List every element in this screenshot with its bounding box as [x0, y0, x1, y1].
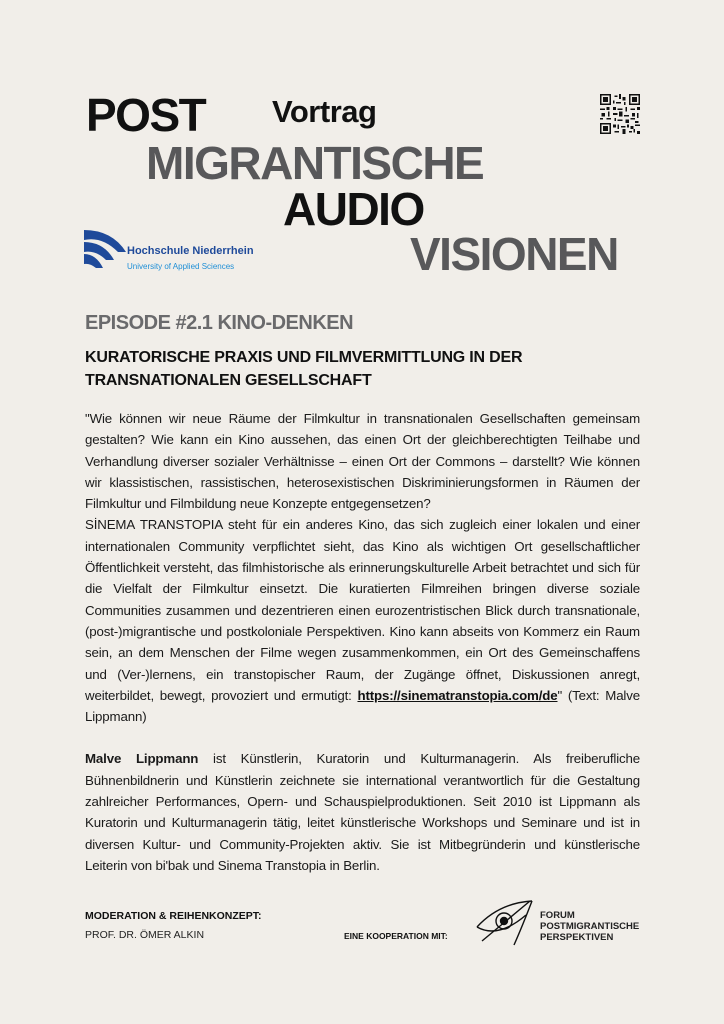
paragraph-transtopia-text: SİNEMA TRANSTOPIA steht für ein anderes Kino, das sich zugleich einer lokalen und einer internationalen Community verpflichtet sieht, das Kino als wichtigen Ort gesellschaftlicher Öffentlichkeit versteht, das filmhistorische als erinnerungskulturelle Arbeit betrachtet und sich für die Vielfalt der Filmkultur einsetzt. Die kuratierten Filmreihen bringen diverse soziale Communities zusammen und dezentrieren einen eurozentristischen Blick durch transnationale, (post-)migrantische und postkoloniale Perspektiven. Kino kann abseits von Kommerz ein Raum sein, an dem Menschen der Filme wegen zusammenkommen, ein Ort des Gemeinschaffens und (Ver-)lernens, ein transtopischer Raum, der Zugänge öffnet, Diskussionen anregt, weiterbildet, bewegt, provoziert und ermutigt: [85, 517, 640, 703]
title-audio: AUDIO [283, 183, 424, 235]
paragraph-transtopia [85, 514, 640, 727]
forum-line-2: POSTMIGRANTISCHE [540, 921, 640, 932]
paragraph-questions: "Wie können wir neue Räume der Filmkultur in transnationalen Gesellschaften gemeinsam gestalten? Wie kann ein Kino aussehen, das einen Ort der gleichberechtigten Teilhabe und Verhandlung diverser sozialer Verhältnisse – einen Ort der Commons – darstellt? Wie können wir klassistischen, rassistischen, heterosexistischen Diskriminierungsformen in Räumen der Filmkultur und Filmbildung neue Konzepte entgegensetzen? [85, 411, 640, 512]
bio-name: Malve Lippmann [85, 751, 199, 767]
sinematranstopia-link[interactable]: https://sinematranstopia.com/de [357, 687, 558, 703]
bio-text: ist Künstlerin, Kuratorin und Kulturmanagerin. Als freiberufliche Bühnenbildnerin und Künstlerin zeichnete sie international verantwortlich für die Gestaltung zahlreicher Performances, Opern- und Schauspielproduktionen. Seit 2010 ist Lippmann als Kuratorin und Kulturmanagerin tätig, leitet künstlerische Workshops und Seminare und ist in diversen Kultur- und Community-Projekten aktiv. Sie ist Mitbegründerin und künstlerische Leiterin von bi'bak und Sinema Transtopia in Berlin. [85, 751, 641, 873]
forum-line-3: PERSPEKTIVEN [540, 932, 614, 943]
title-post: POST [86, 89, 206, 141]
body-text [85, 408, 640, 876]
forum-name [540, 910, 639, 943]
forum-line-1: FORUM [540, 910, 575, 921]
title-vortrag: Vortrag [272, 94, 377, 129]
logo-subtitle: University of Applied Sciences [127, 262, 235, 271]
forum-eye-logo-icon [474, 897, 536, 949]
title-visionen: VISIONEN [410, 228, 618, 280]
title-migrantische: MIGRANTISCHE [146, 137, 484, 189]
moderation-name: PROF. DR. ÖMER ALKIN [85, 929, 205, 941]
cooperation-label: EINE KOOPERATION MIT: [344, 931, 448, 941]
qr-code-icon[interactable] [600, 94, 640, 134]
logo-name: Hochschule Niederrhein [127, 245, 254, 257]
paragraph-bio [85, 748, 640, 876]
moderation-label: MODERATION & REIHENKONZEPT: [85, 910, 262, 922]
credit-text: " (Text: Malve Lippmann) [85, 687, 640, 725]
episode-title: EPISODE #2.1 KINO-DENKEN [85, 312, 354, 334]
episode-subtitle: KURATORISCHE PRAXIS UND FILMVERMITTLUNG IN DER TRANSNATIONALEN GESELLSCHAFT [85, 349, 523, 389]
